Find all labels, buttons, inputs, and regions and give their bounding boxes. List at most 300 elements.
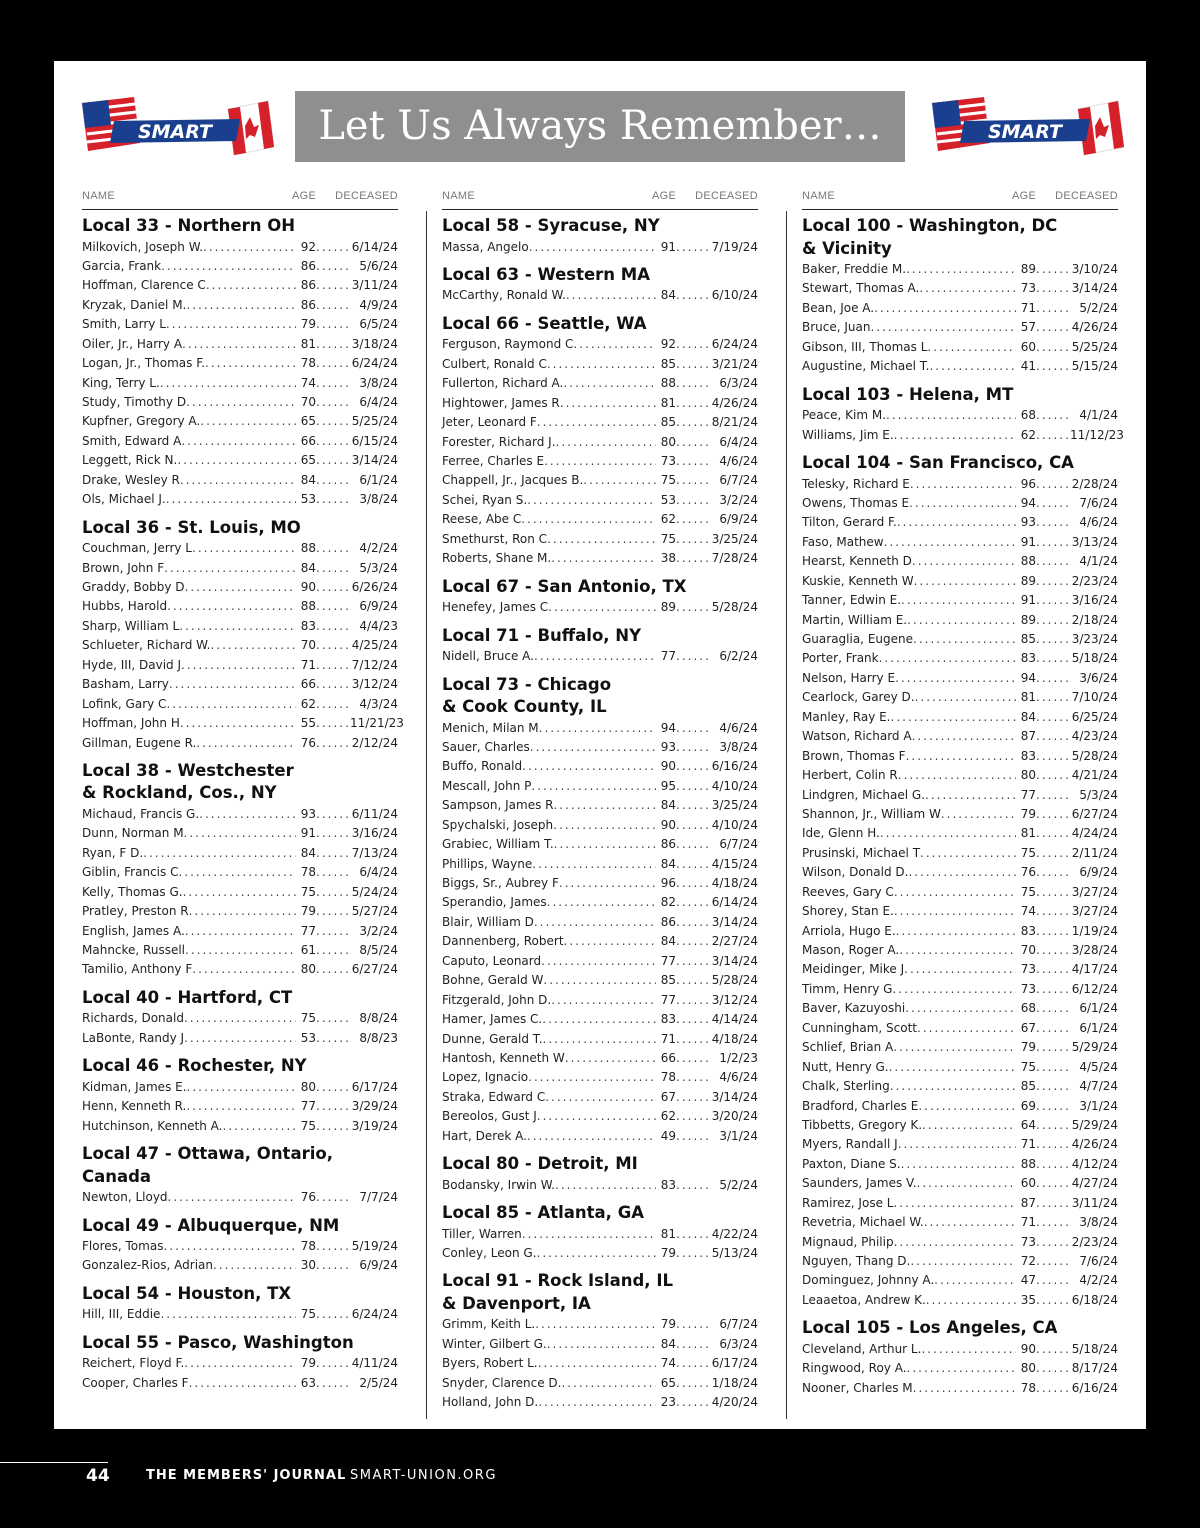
leader-dots bbox=[1036, 475, 1070, 494]
member-deceased-date: 3/1/24 bbox=[1079, 1098, 1118, 1113]
member-name: Bereolos, Gust J bbox=[442, 1109, 537, 1124]
leader-dots bbox=[556, 433, 656, 452]
member-deceased-date: 3/11/24 bbox=[1071, 1195, 1118, 1210]
member-name: LaBonte, Randy J bbox=[82, 1030, 185, 1045]
leader-dots bbox=[676, 1068, 710, 1087]
member-age: 61 bbox=[300, 943, 316, 957]
local-sections bbox=[802, 215, 1124, 1398]
member-age: 90 bbox=[660, 817, 676, 832]
member-name: Myers, Randall J bbox=[802, 1137, 898, 1152]
member-age: 79 bbox=[300, 317, 316, 332]
member-age: 75 bbox=[300, 1011, 316, 1026]
leader-dots bbox=[927, 338, 1016, 357]
leader-dots bbox=[676, 855, 710, 874]
member-age: 81 bbox=[660, 395, 676, 410]
member-entry bbox=[802, 669, 1118, 688]
leader-dots bbox=[913, 630, 1016, 649]
leader-dots bbox=[187, 1078, 296, 1097]
member-deceased-date: 5/2/24 bbox=[719, 1177, 758, 1192]
header-rule bbox=[802, 209, 1118, 210]
member-name: Ringwood, Roy A. bbox=[802, 1361, 907, 1376]
member-entry bbox=[442, 491, 758, 510]
member-age: 85 bbox=[660, 973, 676, 988]
member-age: 74 bbox=[660, 1356, 676, 1371]
member-name: Shorey, Stan E. bbox=[802, 904, 894, 919]
member-deceased-date: 4/6/24 bbox=[1079, 515, 1118, 530]
leader-dots bbox=[1036, 766, 1070, 785]
member-deceased-date: 3/25/24 bbox=[711, 531, 758, 546]
member-name: Arriola, Hugo E. bbox=[802, 923, 896, 938]
member-deceased-date: 7/6/24 bbox=[1079, 495, 1118, 510]
member-name: Sharp, William L bbox=[82, 618, 180, 633]
leader-dots bbox=[898, 1135, 1016, 1154]
member-deceased-date: 6/9/24 bbox=[359, 599, 398, 614]
member-name: Caputo, Leonard bbox=[442, 953, 542, 968]
member-age: 86 bbox=[300, 278, 316, 293]
leader-dots bbox=[543, 971, 656, 990]
member-age: 68 bbox=[1020, 408, 1036, 423]
leader-dots bbox=[163, 1237, 296, 1256]
member-age: 79 bbox=[660, 1317, 676, 1332]
leader-dots bbox=[676, 1374, 710, 1393]
member-entry bbox=[82, 1117, 398, 1136]
member-entry bbox=[802, 357, 1118, 376]
member-age: 77 bbox=[660, 649, 676, 664]
member-age: 84 bbox=[660, 856, 676, 871]
local-section bbox=[442, 576, 758, 618]
leader-dots bbox=[901, 591, 1016, 610]
leader-dots bbox=[934, 1271, 1016, 1290]
member-entry bbox=[802, 475, 1118, 494]
leader-dots bbox=[870, 318, 1016, 337]
leader-dots bbox=[920, 844, 1016, 863]
member-name: Leggett, Rick N. bbox=[82, 453, 178, 468]
member-age: 53 bbox=[300, 492, 316, 507]
member-entry bbox=[802, 1340, 1118, 1359]
member-age: 38 bbox=[660, 551, 676, 566]
member-age: 79 bbox=[300, 904, 316, 919]
member-name: Phillips, Wayne bbox=[442, 856, 533, 871]
leader-dots bbox=[203, 238, 296, 257]
member-deceased-date: 2/11/24 bbox=[1071, 845, 1118, 860]
leader-dots bbox=[186, 296, 296, 315]
member-age: 94 bbox=[1020, 495, 1036, 510]
member-entry bbox=[442, 1315, 758, 1334]
header-rule bbox=[82, 209, 398, 210]
member-name: Cearlock, Garey D. bbox=[802, 690, 915, 705]
member-entry bbox=[802, 1233, 1118, 1252]
member-entry bbox=[442, 1030, 758, 1049]
member-age: 88 bbox=[1020, 1156, 1036, 1171]
member-deceased-date: 4/10/24 bbox=[711, 778, 758, 793]
leader-dots bbox=[898, 766, 1016, 785]
member-entry bbox=[802, 786, 1118, 805]
leader-dots bbox=[553, 796, 656, 815]
member-name: Grimm, Keith L. bbox=[442, 1317, 536, 1332]
member-age: 79 bbox=[660, 1246, 676, 1260]
member-deceased-date: 2/5/24 bbox=[359, 1375, 398, 1390]
member-deceased-date: 3/14/24 bbox=[351, 453, 398, 468]
member-entry bbox=[442, 1374, 758, 1393]
member-entry bbox=[442, 835, 758, 854]
leader-dots bbox=[316, 1374, 350, 1393]
member-entry bbox=[442, 452, 758, 471]
leader-dots bbox=[179, 617, 296, 636]
member-age: 84 bbox=[300, 472, 316, 487]
member-age: 88 bbox=[1020, 554, 1036, 569]
member-deceased-date: 7/6/24 bbox=[1079, 1254, 1118, 1268]
obituary-column-3 bbox=[802, 188, 1124, 1405]
leader-dots bbox=[316, 1029, 350, 1048]
member-name: Winter, Gilbert G. bbox=[442, 1336, 547, 1351]
member-deceased-date: 6/11/24 bbox=[351, 806, 398, 821]
header-deceased: DECEASED bbox=[1055, 190, 1118, 202]
local-title: Local 38 - Westchester & Rockland, Cos., NY bbox=[82, 760, 294, 803]
leader-dots bbox=[143, 844, 296, 863]
member-deceased-date: 5/6/24 bbox=[359, 258, 398, 273]
member-deceased-date: 2/12/24 bbox=[351, 735, 398, 750]
member-age: 73 bbox=[660, 454, 676, 468]
member-name: Michaud, Francis G. bbox=[82, 806, 200, 821]
member-deceased-date: 5/15/24 bbox=[1071, 359, 1118, 374]
member-entry bbox=[802, 922, 1118, 941]
member-entry bbox=[82, 863, 398, 882]
member-age: 80 bbox=[1020, 1361, 1036, 1376]
member-name: Mescall, John P bbox=[442, 778, 532, 793]
leader-dots bbox=[894, 902, 1016, 921]
leader-dots bbox=[206, 276, 296, 295]
member-deceased-date: 6/10/24 bbox=[711, 288, 758, 303]
leader-dots bbox=[676, 491, 710, 510]
leader-dots bbox=[545, 1088, 656, 1107]
member-deceased-date: 4/11/24 bbox=[351, 1356, 398, 1371]
member-entry bbox=[802, 708, 1118, 727]
member-entry bbox=[802, 688, 1118, 707]
leader-dots bbox=[564, 932, 656, 951]
member-entry bbox=[82, 238, 398, 257]
member-age: 75 bbox=[300, 884, 316, 899]
member-age: 77 bbox=[1020, 787, 1036, 802]
member-deceased-date: 3/20/24 bbox=[711, 1109, 758, 1124]
member-deceased-date: 3/13/24 bbox=[1071, 534, 1118, 549]
member-name: Grabiec, William T. bbox=[442, 837, 554, 852]
member-age: 92 bbox=[300, 239, 316, 254]
member-age: 85 bbox=[1020, 1079, 1036, 1094]
member-deceased-date: 11/21/23 bbox=[350, 716, 404, 731]
local-title: Local 49 - Albuquerque, NM bbox=[82, 1215, 340, 1235]
leader-dots bbox=[316, 296, 350, 315]
member-age: 90 bbox=[660, 759, 676, 774]
member-age: 79 bbox=[1020, 1040, 1036, 1055]
member-name: Gonzalez-Rios, Adrian bbox=[82, 1258, 213, 1273]
local-section bbox=[82, 1055, 398, 1136]
member-name: Ramirez, Jose L bbox=[802, 1195, 894, 1210]
member-name: Watson, Richard A bbox=[802, 729, 912, 744]
member-name: Williams, Jim E. bbox=[802, 427, 894, 442]
member-entry bbox=[442, 738, 758, 757]
member-name: Lopez, Ignacio bbox=[442, 1070, 529, 1085]
member-deceased-date: 6/4/24 bbox=[359, 865, 398, 880]
local-title: Local 58 - Syracuse, NY bbox=[442, 216, 660, 235]
member-name: Hill, III, Eddie bbox=[82, 1307, 161, 1322]
member-deceased-date: 6/3/24 bbox=[719, 1336, 758, 1351]
member-entry bbox=[442, 1176, 758, 1195]
member-entry bbox=[82, 559, 398, 578]
leader-dots bbox=[316, 276, 350, 295]
local-section bbox=[442, 1202, 758, 1263]
leader-dots bbox=[166, 695, 296, 714]
member-name: Chalk, Sterling bbox=[802, 1079, 890, 1094]
leader-dots bbox=[160, 1305, 296, 1324]
member-deceased-date: 1/19/24 bbox=[1071, 923, 1118, 938]
member-age: 89 bbox=[660, 600, 676, 615]
leader-dots bbox=[1036, 357, 1070, 376]
member-age: 47 bbox=[1020, 1273, 1036, 1288]
leader-dots bbox=[316, 1305, 350, 1324]
leader-dots bbox=[547, 355, 656, 374]
local-section bbox=[442, 1270, 758, 1412]
leader-dots bbox=[1036, 786, 1070, 805]
member-name: McCarthy, Ronald W. bbox=[442, 288, 566, 303]
local-title: Local 46 - Rochester, NY bbox=[82, 1056, 307, 1076]
member-entry bbox=[802, 844, 1118, 863]
member-name: Dunne, Gerald T. bbox=[442, 1031, 543, 1046]
member-name: Peace, Kim M. bbox=[802, 408, 887, 423]
member-entry bbox=[802, 630, 1118, 649]
member-age: 83 bbox=[1020, 923, 1036, 938]
leader-dots bbox=[925, 786, 1016, 805]
member-name: Nguyen, Thang D. bbox=[802, 1254, 911, 1268]
member-deceased-date: 4/6/24 bbox=[719, 720, 758, 735]
member-entry bbox=[82, 490, 398, 509]
member-entry bbox=[82, 1029, 398, 1048]
member-deceased-date: 6/14/24 bbox=[351, 239, 398, 254]
member-age: 95 bbox=[660, 778, 676, 793]
member-deceased-date: 3/29/24 bbox=[351, 1099, 398, 1114]
leader-dots bbox=[522, 757, 656, 776]
member-entry bbox=[802, 1038, 1118, 1057]
member-name: Tamilio, Anthony F bbox=[82, 962, 193, 977]
member-name: Dannenberg, Robert bbox=[442, 934, 564, 949]
leader-dots bbox=[676, 647, 710, 666]
member-deceased-date: 3/16/24 bbox=[351, 826, 398, 841]
member-name: Conley, Leon G. bbox=[442, 1246, 537, 1260]
member-entry bbox=[82, 695, 398, 714]
member-age: 65 bbox=[660, 1375, 676, 1390]
member-entry bbox=[802, 299, 1118, 318]
member-entry bbox=[442, 893, 758, 912]
member-deceased-date: 4/21/24 bbox=[1071, 768, 1118, 783]
leader-dots bbox=[181, 656, 296, 675]
member-deceased-date: 5/24/24 bbox=[351, 884, 398, 899]
member-name: Fitzgerald, John D. bbox=[442, 992, 552, 1007]
leader-dots bbox=[169, 675, 296, 694]
member-deceased-date: 3/28/24 bbox=[1071, 943, 1118, 957]
member-name: Brown, Thomas F bbox=[802, 748, 906, 763]
member-deceased-date: 3/27/24 bbox=[1071, 904, 1118, 919]
leader-dots bbox=[542, 1010, 656, 1029]
leader-dots bbox=[186, 1097, 296, 1116]
leader-dots bbox=[906, 747, 1016, 766]
local-title: Local 47 - Ottawa, Ontario, Canada bbox=[82, 1144, 333, 1186]
member-entry bbox=[82, 1078, 398, 1097]
leader-dots bbox=[924, 1213, 1016, 1232]
member-age: 83 bbox=[660, 1012, 676, 1027]
member-name: Smith, Larry L bbox=[82, 317, 166, 332]
member-entry bbox=[802, 1174, 1118, 1193]
member-deceased-date: 4/7/24 bbox=[1079, 1079, 1118, 1094]
member-age: 84 bbox=[660, 798, 676, 813]
member-age: 73 bbox=[1020, 962, 1036, 977]
member-age: 76 bbox=[300, 1190, 316, 1205]
member-name: Kryzak, Daniel M. bbox=[82, 297, 187, 312]
member-deceased-date: 3/14/24 bbox=[711, 953, 758, 968]
leader-dots bbox=[196, 734, 296, 753]
member-deceased-date: 5/3/24 bbox=[1079, 787, 1118, 802]
member-name: Schei, Ryan S. bbox=[442, 492, 528, 507]
leader-dots bbox=[160, 374, 296, 393]
leader-dots bbox=[1036, 1252, 1070, 1271]
member-name: Schlief, Brian A bbox=[802, 1040, 894, 1055]
member-name: Fullerton, Richard A. bbox=[442, 376, 564, 391]
member-deceased-date: 7/10/24 bbox=[1071, 690, 1118, 705]
member-entry bbox=[82, 805, 398, 824]
member-deceased-date: 6/7/24 bbox=[719, 1317, 758, 1332]
leader-dots bbox=[316, 354, 350, 373]
member-deceased-date: 6/3/24 bbox=[719, 376, 758, 391]
member-name: Tanner, Edwin E. bbox=[802, 593, 902, 608]
member-deceased-date: 3/6/24 bbox=[1079, 670, 1118, 685]
member-entry bbox=[802, 941, 1118, 960]
member-name: Jeter, Leonard F bbox=[442, 415, 537, 430]
leader-dots bbox=[896, 922, 1016, 941]
leader-dots bbox=[676, 1030, 710, 1049]
member-name: Gibson, III, Thomas L bbox=[802, 339, 928, 354]
member-entry bbox=[82, 883, 398, 902]
leader-dots bbox=[676, 1244, 710, 1263]
leader-dots bbox=[893, 1038, 1016, 1057]
member-entry bbox=[802, 494, 1118, 513]
member-name: Faso, Mathew bbox=[802, 534, 884, 549]
leader-dots bbox=[676, 471, 710, 490]
leader-dots bbox=[531, 777, 656, 796]
member-name: Baver, Kazuyoshi bbox=[802, 1001, 906, 1016]
leader-dots bbox=[547, 893, 656, 912]
member-deceased-date: 1/2/23 bbox=[719, 1050, 758, 1065]
member-entry bbox=[82, 941, 398, 960]
member-age: 71 bbox=[1020, 1137, 1036, 1152]
member-age: 73 bbox=[1020, 981, 1036, 996]
member-name: Holland, John D. bbox=[442, 1395, 539, 1410]
leader-dots bbox=[676, 757, 710, 776]
member-age: 65 bbox=[300, 414, 316, 429]
member-entry bbox=[82, 1009, 398, 1028]
leader-dots bbox=[316, 539, 350, 558]
member-deceased-date: 4/24/24 bbox=[1071, 826, 1118, 841]
leader-dots bbox=[316, 922, 350, 941]
member-name: Timm, Henry G bbox=[802, 981, 893, 996]
header-name: NAME bbox=[442, 190, 475, 202]
local-title: Local 40 - Hartford, CT bbox=[82, 987, 293, 1007]
member-entry bbox=[802, 1291, 1118, 1310]
member-entry bbox=[802, 1077, 1118, 1096]
local-section bbox=[82, 760, 398, 980]
member-name: Straka, Edward C bbox=[442, 1089, 546, 1104]
leader-dots bbox=[547, 1335, 656, 1354]
member-entry bbox=[802, 279, 1118, 298]
member-entry bbox=[802, 533, 1118, 552]
leader-dots bbox=[889, 1058, 1016, 1077]
member-name: Lofink, Gary C bbox=[82, 696, 167, 711]
member-name: Blair, William D bbox=[442, 914, 534, 929]
local-title: Local 63 - Western MA bbox=[442, 264, 650, 284]
member-name: Cleveland, Arthur L. bbox=[802, 1341, 922, 1356]
member-name: Saunders, James V. bbox=[802, 1176, 917, 1191]
member-deceased-date: 6/15/24 bbox=[351, 433, 398, 448]
leader-dots bbox=[895, 669, 1016, 688]
leader-dots bbox=[917, 1174, 1016, 1193]
member-deceased-date: 4/27/24 bbox=[1071, 1176, 1118, 1191]
local-title: Local 67 - San Antonio, TX bbox=[442, 576, 687, 596]
member-deceased-date: 4/26/24 bbox=[711, 395, 758, 410]
member-name: Reese, Abe C bbox=[442, 512, 522, 527]
local-title: Local 105 - Los Angeles, CA bbox=[802, 1318, 1058, 1338]
member-name: Manley, Ray E. bbox=[802, 709, 891, 724]
leader-dots bbox=[544, 452, 656, 471]
leader-dots bbox=[915, 688, 1016, 707]
member-name: Ferree, Charles E bbox=[442, 454, 545, 468]
local-section bbox=[442, 1153, 758, 1195]
leader-dots bbox=[890, 1077, 1016, 1096]
leader-dots bbox=[177, 451, 296, 470]
local-title: Local 91 - Rock Island, IL & Davenport, IA bbox=[442, 1271, 673, 1313]
column-header bbox=[802, 188, 1118, 206]
member-name: Hart, Derek A. bbox=[442, 1128, 527, 1143]
leader-dots bbox=[316, 315, 350, 334]
member-name: Newton, Lloyd bbox=[82, 1190, 168, 1205]
member-age: 71 bbox=[660, 1031, 676, 1046]
leader-dots bbox=[316, 471, 350, 490]
website-link[interactable]: SMART-UNION.ORG bbox=[350, 1468, 497, 1483]
leader-dots bbox=[1036, 844, 1070, 863]
leader-dots bbox=[522, 1225, 656, 1244]
leader-dots bbox=[910, 1252, 1016, 1271]
member-entry bbox=[82, 824, 398, 843]
local-title: Local 66 - Seattle, WA bbox=[442, 313, 647, 333]
leader-dots bbox=[1036, 630, 1070, 649]
member-age: 74 bbox=[300, 375, 316, 390]
member-entry bbox=[82, 1354, 398, 1373]
member-deceased-date: 4/4/23 bbox=[359, 618, 398, 633]
member-entry bbox=[802, 338, 1118, 357]
leader-dots bbox=[185, 578, 296, 597]
member-deceased-date: 5/28/24 bbox=[1071, 748, 1118, 763]
leader-dots bbox=[316, 257, 350, 276]
member-entry bbox=[802, 649, 1118, 668]
member-name: Richards, Donald bbox=[82, 1011, 184, 1026]
member-deceased-date: 11/12/23 bbox=[1070, 427, 1124, 442]
leader-dots bbox=[676, 530, 710, 549]
leader-dots bbox=[527, 1127, 656, 1146]
leader-dots bbox=[1036, 513, 1070, 532]
leader-dots bbox=[316, 1097, 350, 1116]
member-age: 88 bbox=[300, 599, 316, 614]
member-name: Ferguson, Raymond C bbox=[442, 337, 574, 352]
member-deceased-date: 6/27/24 bbox=[351, 962, 398, 977]
member-age: 75 bbox=[660, 531, 676, 546]
leader-dots bbox=[1036, 406, 1070, 425]
leader-dots bbox=[676, 238, 710, 257]
